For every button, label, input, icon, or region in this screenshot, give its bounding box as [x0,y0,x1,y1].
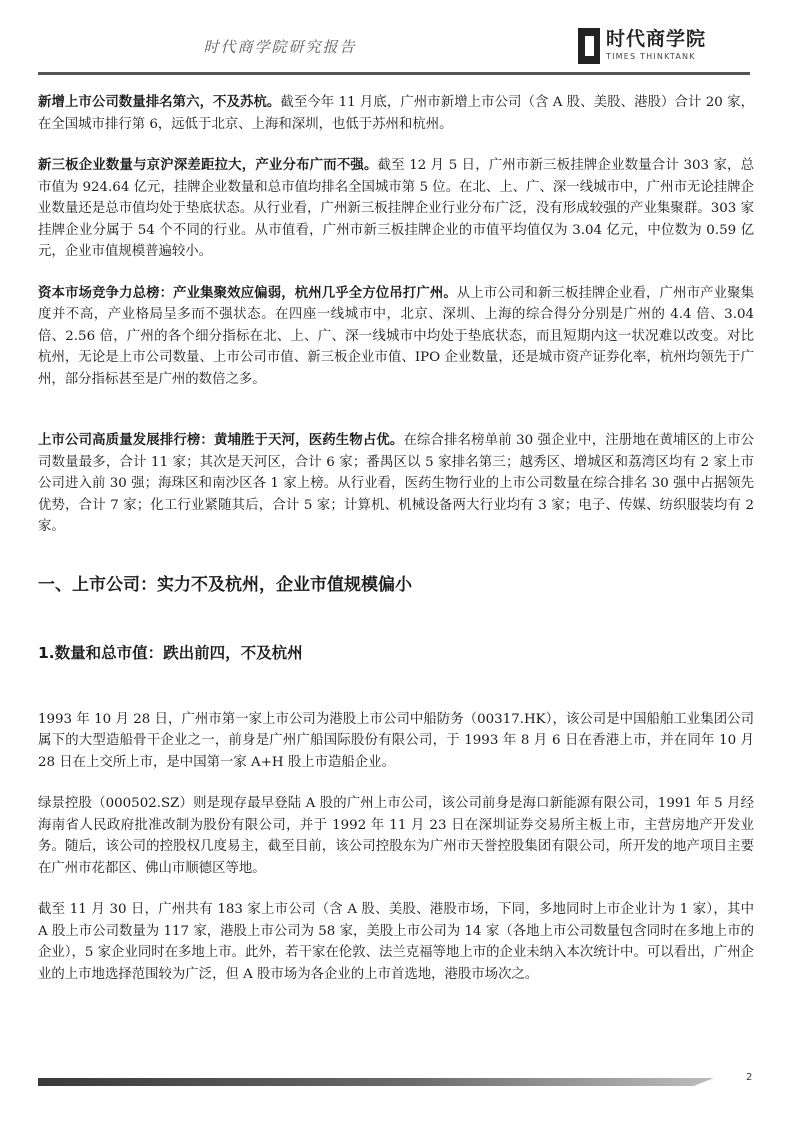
body-paragraph-1: 1993 年 10 月 28 日，广州市第一家上市公司为港股上市公司中船防务（00317.HK），该公司是中国船舶工业集团公司属下的大型造船骨干企业之一，前身是广州广船国际股份有限公司，于 1993 年 8 月 6 日在香港上市，并在同年 10 月 28 日在上交所上市，是中国第一家 A+H 股上市造船企业。 [38,711,754,770]
report-header-title: 时代商学院研究报告 [203,38,357,56]
logo-chinese-name: 时代商学院 [606,28,707,50]
summary-text-3: 从上市公司和新三板挂牌企业看，广州市产业聚集度并不高，产业格局呈多而不强状态。在四座一线城市中，北京、深圳、上海的综合得分分别是广州的 4.4 倍、3.04 倍、2.56 倍，广州的各个细分指标在北、上、广、深一线城市中均处于垫底状态，而且短期内这一状况难以改变。对比杭州，无论是上市公司数量、上市公司市值、新三板企业市值、IPO 企业数量，还是城市资产证券化率，杭州均领先于广州，部分指标甚至是广州的数倍之多。 [38,285,755,387]
summary-lead-3: 资本市场竞争力总榜：产业集聚效应偏弱，杭州几乎全方位吊打广州。 [38,285,457,301]
summary-text-1: 截至今年 11 月底，广州市新增上市公司（含 A 股、美股、港股）合计 20 家，在全国城市排行第 6，远低于北京、上海和深圳，也低于苏州和杭州。 [38,95,754,132]
summary-paragraph-2 [38,155,754,263]
page-number: 2 [746,1072,753,1083]
footer-bar [38,1078,714,1086]
report-body [38,92,754,985]
summary-lead-2: 新三板企业数量与京沪深差距拉大，产业分布广而不强。 [38,158,378,173]
header-divider [38,72,750,75]
section-heading-1: 一、上市公司：实力不及杭州，企业市值规模偏小 [38,574,412,595]
summary-paragraph-4 [38,430,754,538]
summary-paragraph-3 [38,283,754,391]
body-paragraph-2: 绿景控股（000502.SZ）则是现存最早登陆 A 股的广州上市公司，该公司前身是海口新能源有限公司，1991 年 5 月经海南省人民政府批准改制为股份有限公司，并于 1992 年 11 月 23 日在深圳证券交易所主板上市，主营房地产开发业务。随后，该公司的控股权几度易主，截至目前，该公司控股东为广州市天誉控股集团有限公司，所开发的地产项目主要在广州市花都区、佛山市顺德区等地。 [38,796,754,876]
logo-english-name: TIMES THINKTANK [606,52,696,61]
summary-text-4: 在综合排名榜单前 30 强企业中，注册地在黄埔区的上市公司数量最多，合计 11 家；其次是天河区，合计 6 家；番禺区以 5 家排名第三；越秀区、增城区和荔湾区均有 2 家上市公司进入前 30 强；海珠区和南沙区各 1 家上榜。从行业看，医药生物行业的上市公司数量在综合排名 30 强中占据领先优势，合计 7 家；化工行业紧随其后，合计 5 家；计算机、机械设备两大行业均有 3 家；电子、传媒、纺织服装均有 2 家。 [38,433,754,534]
brand-logo [578,28,738,68]
body-paragraph-3: 截至 11 月 30 日，广州共有 183 家上市公司（含 A 股、美股、港股市场，下同，多地同时上市企业计为 1 家），其中 A 股上市公司数量为 117 家，港股上市公司为 58 家，美股上市公司为 14 家（各地上市公司数量包含同时在多地上市的企业），5 家企业同时在多地上市。此外，若干家在伦敦、法兰克福等地上市的企业未纳入本次统计中。可以看出，广州企业的上市地选择范围较为广泛，但 A 股市场为各企业的上市首选地，港股市场次之。 [38,902,754,982]
subsection-heading-1-1: 1.数量和总市值：跌出前四，不及杭州 [38,643,303,662]
summary-text-2: 截至 12 月 5 日，广州市新三板挂牌企业数量合计 303 家，总市值为 924.64 亿元，挂牌企业数量和总市值均排名全国城市第 5 位。在北、上、广、深一线城市中，广州市无论挂牌企业数量还是总市值均处于垫底状态。从行业看，广州新三板挂牌企业行业分布广泛，没有形成较强的产业集聚群。303 家挂牌企业分属于 54 个不同的行业。从市值看，广州市新三板挂牌企业的市值平均值仅为 3.04 亿元，中位数为 0.59 亿元，企业市值规模普遍较小。 [38,158,755,259]
summary-paragraph-1 [38,92,754,135]
summary-lead-4: 上市公司高质量发展排行榜：黄埔胜于天河，医药生物占优。 [38,433,404,448]
summary-lead-1: 新增上市公司数量排名第六，不及苏杭。 [38,95,281,110]
logo-mark-icon [578,28,600,64]
